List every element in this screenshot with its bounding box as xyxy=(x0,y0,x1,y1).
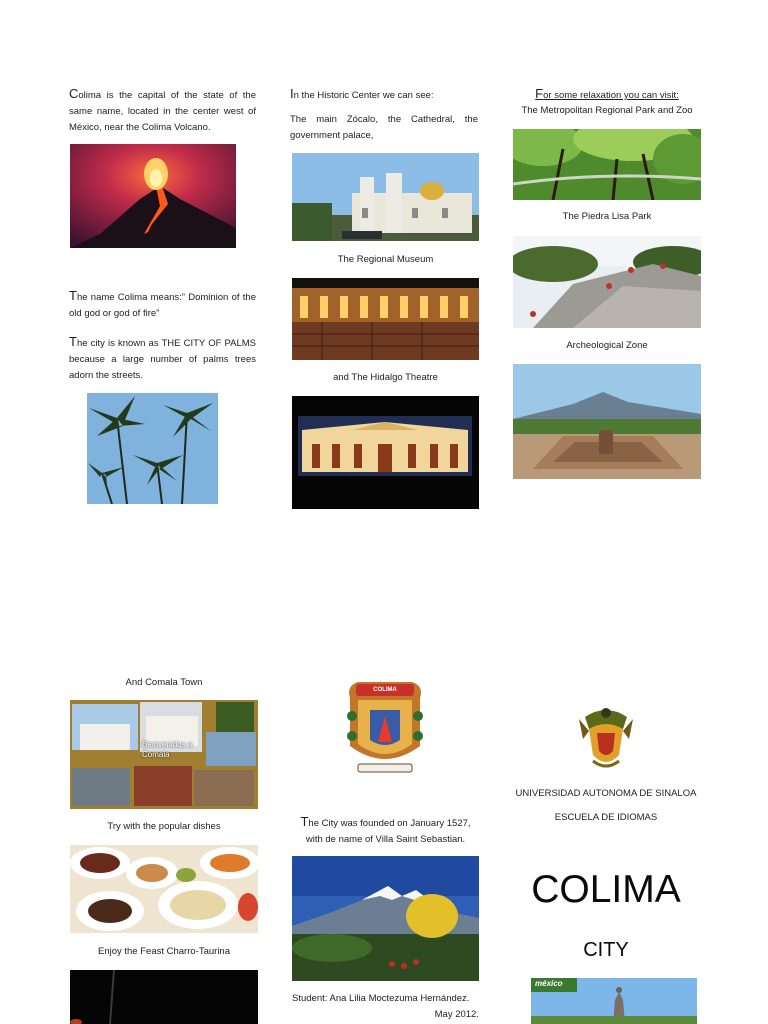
intro-paragraph: Colima is the capital of the state of the same name, located in the center west of México, near the Colima Volcano. xyxy=(69,86,256,133)
city-of-palms-paragraph: The city is known as THE CITY OF PALMS because a large number of palms trees adorn the streets. xyxy=(69,334,256,381)
regional-museum-caption: The Regional Museum xyxy=(337,254,434,265)
cathedral-photo xyxy=(292,153,479,241)
student-name: Student: Ana Lilia Moctezuma Hernández. xyxy=(292,993,470,1004)
historic-center-heading: In the Historic Center we can see: xyxy=(290,86,434,101)
hidalgo-theatre-photo xyxy=(292,396,479,509)
university-eagle-emblem xyxy=(577,699,635,773)
comala-welcome-sign: Bienvenidos a Comala xyxy=(142,740,193,759)
volcano-landscape-photo xyxy=(292,856,479,981)
piedra-lisa-caption: The Piedra Lisa Park xyxy=(562,211,652,222)
mexico-logo-label: méxico xyxy=(535,979,563,988)
school-name: ESCUELA DE IDIOMAS xyxy=(554,812,658,823)
shield-label: COLIMA xyxy=(373,687,397,693)
popular-dishes-photo xyxy=(70,845,258,933)
relaxation-heading: For some relaxation you can visit: xyxy=(535,86,679,101)
founding-paragraph: The City was founded on January 1527, with de name of Villa Saint Sebastian. xyxy=(300,814,471,845)
volcano-eruption-photo xyxy=(70,144,236,248)
comala-town-caption: And Comala Town xyxy=(125,677,203,688)
comala-collage-photo xyxy=(70,700,258,809)
metropolitan-park-photo xyxy=(513,129,701,200)
archeological-zone-photo xyxy=(513,364,701,479)
metropolitan-park-caption: The Metropolitan Regional Park and Zoo xyxy=(521,105,693,116)
name-meaning-paragraph: The name Colima means:” Dominion of the old god or god of fire” xyxy=(69,288,256,319)
student-credit xyxy=(292,991,479,1023)
feast-caption: Enjoy the Feast Charro-Taurina xyxy=(97,946,230,957)
archeological-zone-caption: Archeological Zone xyxy=(566,340,648,351)
regional-museum-photo xyxy=(292,278,479,360)
brochure-title: COLIMA xyxy=(531,868,681,911)
palm-trees-photo xyxy=(87,393,218,504)
piedra-lisa-photo xyxy=(513,236,701,328)
brochure-subtitle: CITY xyxy=(583,939,629,961)
city-monument-photo xyxy=(531,978,697,1024)
publication-date: May 2012. xyxy=(434,1009,479,1020)
colima-shield-emblem xyxy=(344,676,426,776)
feast-photo xyxy=(70,970,258,1024)
university-name: UNIVERSIDAD AUTONOMA DE SINALOA xyxy=(515,788,697,799)
hidalgo-theatre-caption: and The Hidalgo Theatre xyxy=(333,372,438,383)
popular-dishes-caption: Try with the popular dishes xyxy=(107,821,221,832)
historic-list-text: The main Zócalo, the Cathedral, the government palace, xyxy=(290,114,478,141)
drop-cap: C xyxy=(69,86,79,101)
